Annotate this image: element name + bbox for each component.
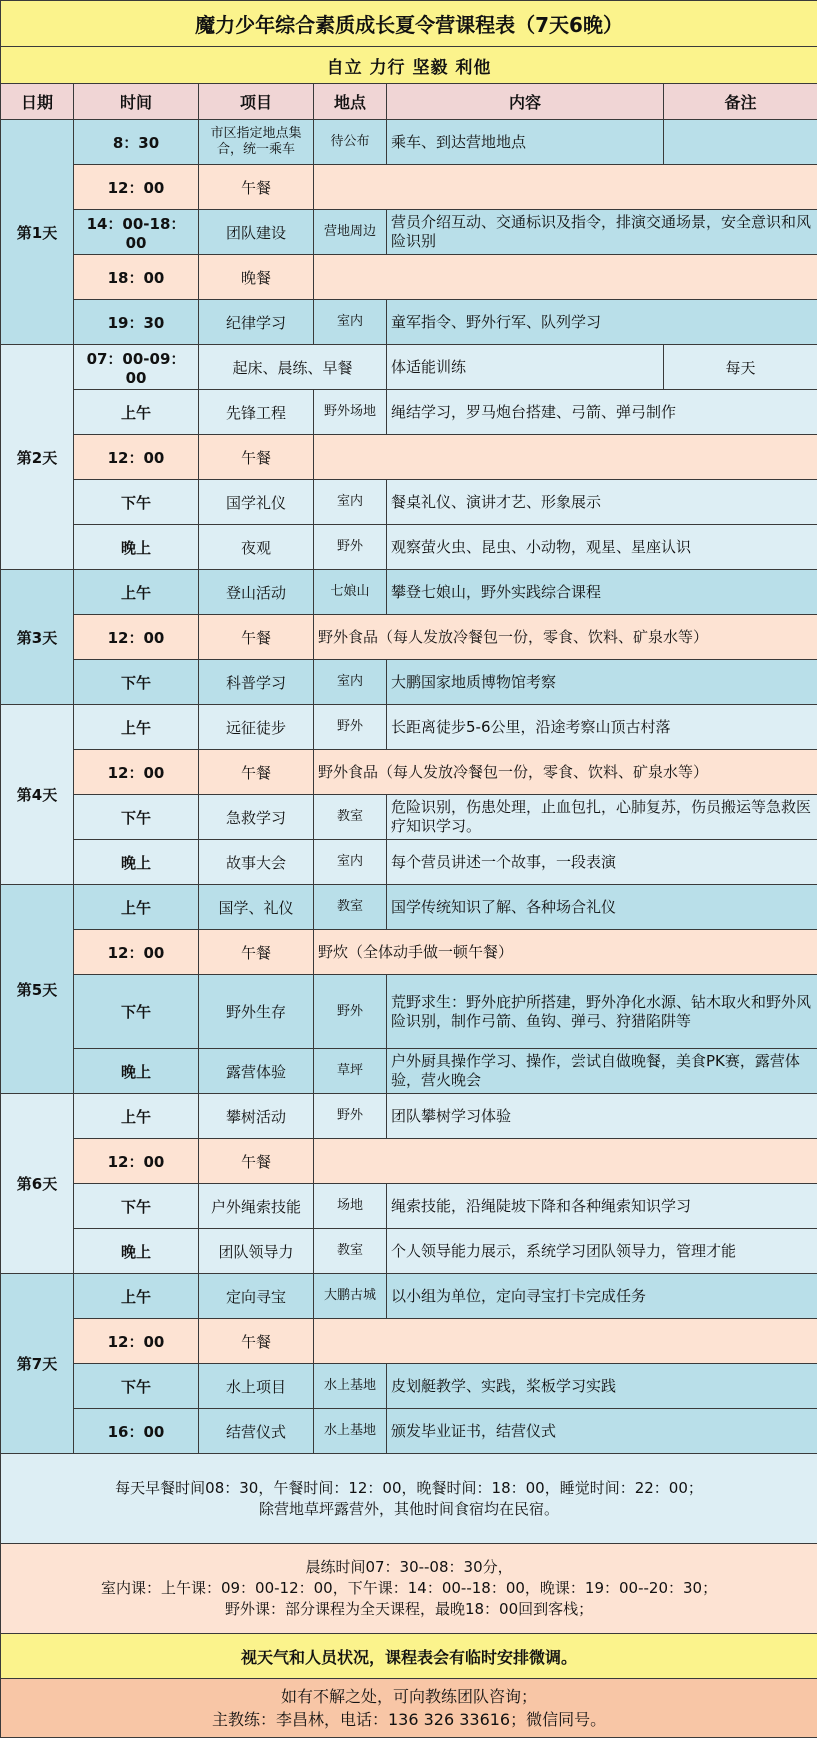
item-cell: 科普学习 bbox=[199, 660, 314, 705]
item-cell: 故事大会 bbox=[199, 840, 314, 885]
table-row bbox=[1, 480, 817, 525]
day-label: 第6天 bbox=[1, 1094, 74, 1274]
remark-cell bbox=[664, 120, 817, 165]
content-cell: 荒野求生：野外庇护所搭建，野外净化水源、钻木取火和野外风险识别，制作弓箭、鱼钩、弹弓、狩猎陷阱等 bbox=[387, 975, 817, 1049]
item-cell: 登山活动 bbox=[199, 570, 314, 615]
item-cell: 夜观 bbox=[199, 525, 314, 570]
contact-note bbox=[1, 1679, 817, 1738]
content-cell: 乘车、到达营地地点 bbox=[387, 120, 664, 165]
table-row bbox=[1, 975, 817, 1049]
time-cell: 14：00-18：00 bbox=[74, 210, 199, 255]
header-place: 地点 bbox=[314, 84, 387, 120]
item-cell: 急救学习 bbox=[199, 795, 314, 840]
place-cell: 教室 bbox=[314, 1229, 387, 1274]
place-cell: 水上基地 bbox=[314, 1409, 387, 1454]
time-cell: 12：00 bbox=[74, 750, 199, 795]
place-cell: 草坪 bbox=[314, 1049, 387, 1094]
table-row bbox=[1, 300, 817, 345]
note-line: 每天早餐时间08：30，午餐时间：12：00，晚餐时间：18：00，睡觉时间：22：00； bbox=[115, 1478, 703, 1497]
content-cell: 观察萤火虫、昆虫、小动物，观星、星座认识 bbox=[387, 525, 817, 570]
table-row bbox=[1, 1184, 817, 1229]
table-row bbox=[1, 1409, 817, 1454]
time-cell: 12：00 bbox=[74, 1139, 199, 1184]
place-cell: 教室 bbox=[314, 795, 387, 840]
item-cell: 先锋工程 bbox=[199, 390, 314, 435]
place-cell: 野外 bbox=[314, 1094, 387, 1139]
table-row bbox=[1, 1139, 817, 1184]
table-row bbox=[1, 1364, 817, 1409]
place-cell: 营地周边 bbox=[314, 210, 387, 255]
header-item: 项目 bbox=[199, 84, 314, 120]
time-cell: 晚上 bbox=[74, 525, 199, 570]
time-cell: 8：30 bbox=[74, 120, 199, 165]
motto-banner: 自立 力行 坚毅 利他 bbox=[1, 47, 817, 84]
time-cell: 上午 bbox=[74, 1094, 199, 1139]
item-cell: 晚餐 bbox=[199, 255, 314, 300]
item-cell: 团队建设 bbox=[199, 210, 314, 255]
time-cell: 下午 bbox=[74, 1364, 199, 1409]
time-cell: 晚上 bbox=[74, 840, 199, 885]
table-row bbox=[1, 345, 817, 390]
item-cell: 午餐 bbox=[199, 1139, 314, 1184]
day-label: 第5天 bbox=[1, 885, 74, 1094]
time-cell: 12：00 bbox=[74, 1319, 199, 1364]
item-cell: 结营仪式 bbox=[199, 1409, 314, 1454]
item-cell: 攀树活动 bbox=[199, 1094, 314, 1139]
table-row bbox=[1, 840, 817, 885]
blank-cell bbox=[314, 255, 817, 300]
time-cell: 12：00 bbox=[74, 930, 199, 975]
place-cell: 室内 bbox=[314, 480, 387, 525]
time-cell: 12：00 bbox=[74, 615, 199, 660]
table-row bbox=[1, 795, 817, 840]
time-cell: 下午 bbox=[74, 1184, 199, 1229]
time-cell: 下午 bbox=[74, 660, 199, 705]
note-line: 除营地草坪露营外，其他时间食宿均在民宿。 bbox=[259, 1499, 560, 1518]
table-row bbox=[1, 570, 817, 615]
note-line: 室内课：上午课：09：00-12：00，下午课：14：00--18：00，晚课：19：00--20：30； bbox=[100, 1579, 718, 1597]
day-label: 第2天 bbox=[1, 345, 74, 570]
content-cell: 危险识别，伤患处理，止血包扎，心肺复苏，伤员搬运等急救医疗知识学习。 bbox=[387, 795, 817, 840]
table-row bbox=[1, 255, 817, 300]
place-cell: 野外 bbox=[314, 705, 387, 750]
place-cell: 室内 bbox=[314, 840, 387, 885]
time-cell: 上午 bbox=[74, 1274, 199, 1319]
blank-cell bbox=[314, 1139, 817, 1184]
content-cell: 长距离徒步5-6公里，沿途考察山顶古村落 bbox=[387, 705, 817, 750]
content-cell: 户外厨具操作学习、操作，尝试自做晚餐，美食PK赛，露营体验，营火晚会 bbox=[387, 1049, 817, 1094]
place-cell: 室内 bbox=[314, 300, 387, 345]
table-row bbox=[1, 435, 817, 480]
time-cell: 下午 bbox=[74, 975, 199, 1049]
remark-cell: 每天 bbox=[664, 345, 817, 390]
time-cell: 晚上 bbox=[74, 1049, 199, 1094]
time-cell: 07：00-09：00 bbox=[74, 345, 199, 390]
content-cell: 野炊（全体动手做一顿午餐） bbox=[314, 930, 817, 975]
time-cell: 下午 bbox=[74, 480, 199, 525]
content-cell: 营员介绍互动、交通标识及指令，排演交通场景，安全意识和风险识别 bbox=[387, 210, 817, 255]
time-cell: 19：30 bbox=[74, 300, 199, 345]
item-cell: 午餐 bbox=[199, 930, 314, 975]
table-row bbox=[1, 930, 817, 975]
note-line: 晨练时间07：30--08：30分， bbox=[305, 1558, 513, 1576]
content-cell: 团队攀树学习体验 bbox=[387, 1094, 817, 1139]
item-cell: 国学礼仪 bbox=[199, 480, 314, 525]
item-cell: 野外生存 bbox=[199, 975, 314, 1049]
day-label: 第3天 bbox=[1, 570, 74, 705]
note-line: 主教练：李昌林，电话：136 326 33616；微信同号。 bbox=[211, 1710, 607, 1729]
item-cell: 午餐 bbox=[199, 750, 314, 795]
content-cell: 童军指令、野外行军、队列学习 bbox=[387, 300, 817, 345]
content-cell: 颁发毕业证书，结营仪式 bbox=[387, 1409, 817, 1454]
blank-cell bbox=[314, 1319, 817, 1364]
content-cell: 以小组为单位，定向寻宝打卡完成任务 bbox=[387, 1274, 817, 1319]
table-row bbox=[1, 615, 817, 660]
time-cell: 上午 bbox=[74, 705, 199, 750]
item-cell: 露营体验 bbox=[199, 1049, 314, 1094]
place-cell: 野外场地 bbox=[314, 390, 387, 435]
item-cell: 市区指定地点集合，统一乘车 bbox=[199, 120, 314, 165]
day-label: 第1天 bbox=[1, 120, 74, 345]
table-row bbox=[1, 885, 817, 930]
meal-time-note bbox=[1, 1454, 817, 1544]
table-row bbox=[1, 1229, 817, 1274]
content-cell: 每个营员讲述一个故事，一段表演 bbox=[387, 840, 817, 885]
table-row bbox=[1, 705, 817, 750]
header-remark: 备注 bbox=[664, 84, 817, 120]
table-row bbox=[1, 165, 817, 210]
time-cell: 上午 bbox=[74, 885, 199, 930]
time-cell: 16：00 bbox=[74, 1409, 199, 1454]
place-cell: 水上基地 bbox=[314, 1364, 387, 1409]
item-cell: 午餐 bbox=[199, 165, 314, 210]
content-cell: 个人领导能力展示，系统学习团队领导力，管理才能 bbox=[387, 1229, 817, 1274]
time-cell: 18：00 bbox=[74, 255, 199, 300]
header-time: 时间 bbox=[74, 84, 199, 120]
table-row bbox=[1, 210, 817, 255]
item-cell: 午餐 bbox=[199, 615, 314, 660]
content-cell: 国学传统知识了解、各种场合礼仪 bbox=[387, 885, 817, 930]
table-row bbox=[1, 750, 817, 795]
content-cell: 体适能训练 bbox=[387, 345, 664, 390]
day-label: 第7天 bbox=[1, 1274, 74, 1454]
content-cell: 野外食品（每人发放冷餐包一份，零食、饮料、矿泉水等） bbox=[314, 615, 817, 660]
table-row bbox=[1, 1049, 817, 1094]
place-cell: 教室 bbox=[314, 885, 387, 930]
item-cell: 水上项目 bbox=[199, 1364, 314, 1409]
place-cell: 野外 bbox=[314, 975, 387, 1049]
place-cell: 待公布 bbox=[314, 120, 387, 165]
content-cell: 大鹏国家地质博物馆考察 bbox=[387, 660, 817, 705]
table-row bbox=[1, 1094, 817, 1139]
blank-cell bbox=[314, 435, 817, 480]
day-label: 第4天 bbox=[1, 705, 74, 885]
header-content: 内容 bbox=[387, 84, 664, 120]
note-line: 如有不解之处，可向教练团队咨询； bbox=[281, 1687, 538, 1706]
time-cell: 12：00 bbox=[74, 435, 199, 480]
note-line: 野外课：部分课程为全天课程，最晚18：00回到客栈； bbox=[224, 1600, 594, 1618]
header-date: 日期 bbox=[1, 84, 74, 120]
place-cell: 场地 bbox=[314, 1184, 387, 1229]
table-row bbox=[1, 390, 817, 435]
place-cell: 七娘山 bbox=[314, 570, 387, 615]
blank-cell bbox=[314, 165, 817, 210]
table-row bbox=[1, 1274, 817, 1319]
place-cell: 大鹏古城 bbox=[314, 1274, 387, 1319]
content-cell: 餐桌礼仪、演讲才艺、形象展示 bbox=[387, 480, 817, 525]
table-row bbox=[1, 660, 817, 705]
content-cell: 皮划艇教学、实践，桨板学习实践 bbox=[387, 1364, 817, 1409]
item-cell: 起床、晨练、早餐 bbox=[199, 345, 387, 390]
time-cell: 上午 bbox=[74, 390, 199, 435]
content-cell: 野外食品（每人发放冷餐包一份，零食、饮料、矿泉水等） bbox=[314, 750, 817, 795]
time-cell: 12：00 bbox=[74, 165, 199, 210]
place-cell: 室内 bbox=[314, 660, 387, 705]
item-cell: 午餐 bbox=[199, 435, 314, 480]
content-cell: 攀登七娘山，野外实践综合课程 bbox=[387, 570, 817, 615]
table-row bbox=[1, 525, 817, 570]
item-cell: 国学、礼仪 bbox=[199, 885, 314, 930]
content-cell: 绳结学习，罗马炮台搭建、弓箭、弹弓制作 bbox=[387, 390, 817, 435]
item-cell: 纪律学习 bbox=[199, 300, 314, 345]
content-cell: 绳索技能，沿绳陡坡下降和各种绳索知识学习 bbox=[387, 1184, 817, 1229]
weather-note: 视天气和人员状况，课程表会有临时安排微调。 bbox=[1, 1634, 817, 1679]
time-cell: 上午 bbox=[74, 570, 199, 615]
time-cell: 晚上 bbox=[74, 1229, 199, 1274]
table-row bbox=[1, 120, 817, 165]
item-cell: 团队领导力 bbox=[199, 1229, 314, 1274]
table-row bbox=[1, 1319, 817, 1364]
place-cell: 野外 bbox=[314, 525, 387, 570]
time-cell: 下午 bbox=[74, 795, 199, 840]
item-cell: 定向寻宝 bbox=[199, 1274, 314, 1319]
item-cell: 午餐 bbox=[199, 1319, 314, 1364]
item-cell: 户外绳索技能 bbox=[199, 1184, 314, 1229]
page-title: 魔力少年综合素质成长夏令营课程表（7天6晚） bbox=[1, 1, 817, 47]
class-time-note bbox=[1, 1544, 817, 1634]
item-cell: 远征徒步 bbox=[199, 705, 314, 750]
